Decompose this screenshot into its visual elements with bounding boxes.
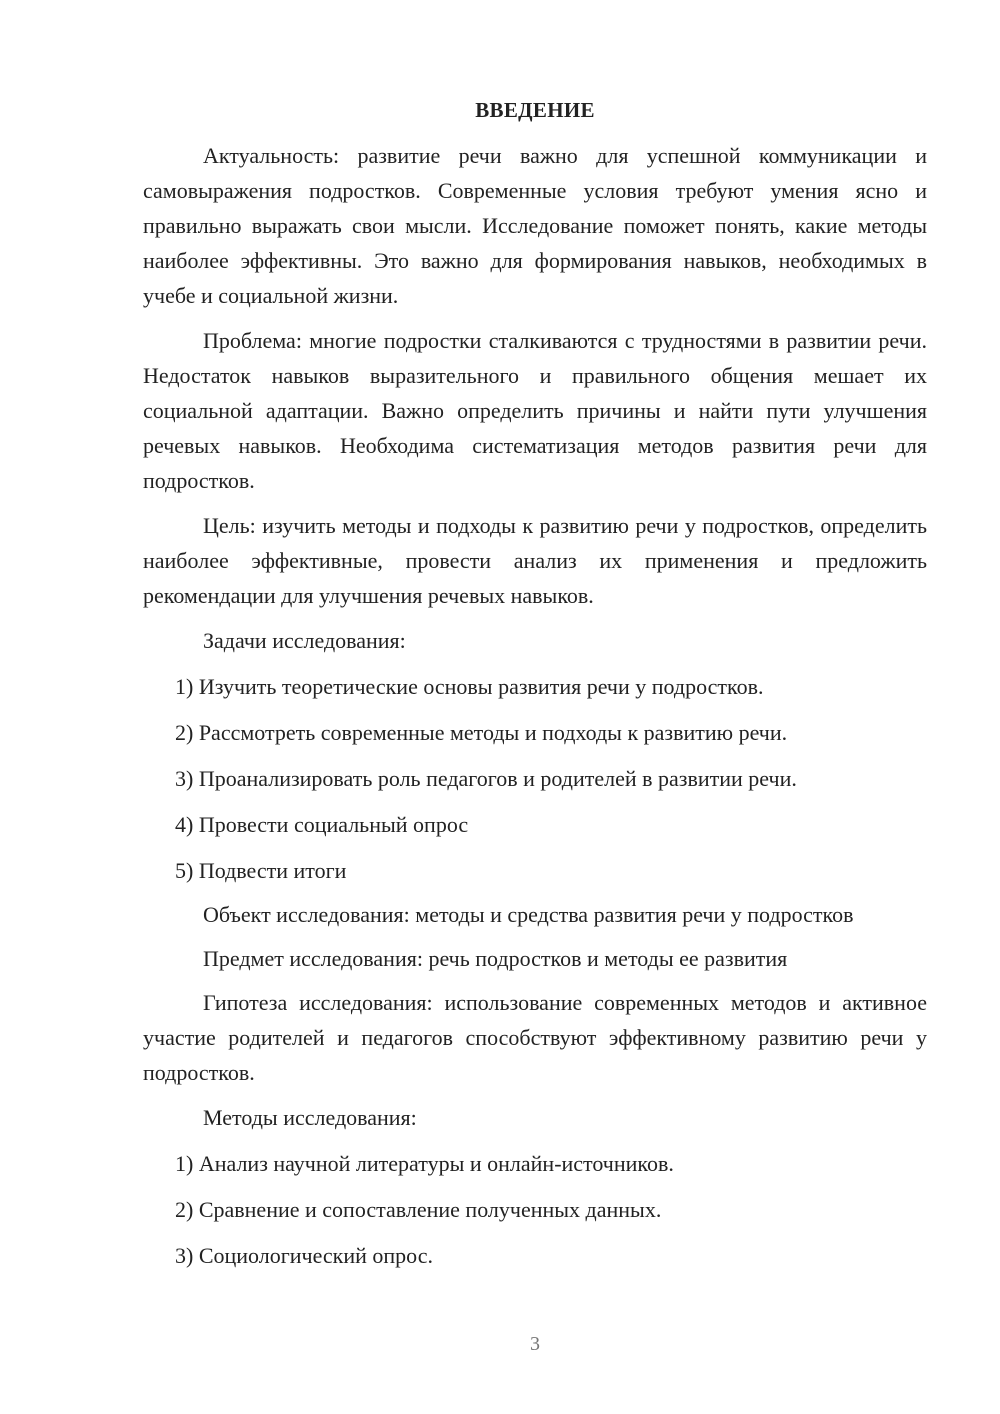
methods-heading: Методы исследования: bbox=[203, 1105, 417, 1130]
method-item-2: 2) Сравнение и сопоставление полученных данных. bbox=[175, 1197, 662, 1222]
paragraph-relevance: Актуальность: развитие речи важно для успешной коммуникации и самовыражения подростков. Современные условия требуют умения ясно и правильно выражать свои мысли. Исследование поможет понять, какие методы наиболее эффективны. Это важно для формирования навыков, необходимых в учебе и социальной жизни. bbox=[143, 143, 927, 308]
paragraph-hypothesis: Гипотеза исследования: использование современных методов и активное участие родителей и педагогов способствуют эффективному развитию речи у подростков. bbox=[143, 990, 927, 1085]
task-item-1: 1) Изучить теоретические основы развития речи у подростков. bbox=[175, 674, 764, 699]
task-item-3: 3) Проанализировать роль педагогов и родителей в развитии речи. bbox=[175, 766, 797, 791]
paragraph-subject: Предмет исследования: речь подростков и методы ее развития bbox=[203, 946, 788, 971]
tasks-heading: Задачи исследования: bbox=[203, 628, 406, 653]
paragraph-problem: Проблема: многие подростки сталкиваются с трудностями в развитии речи. Недостаток навыков выразительного и правильного общения мешает их социальной адаптации. Важно определить причины и найти пути улучшения речевых навыков. Необходима систематизация методов развития речи для подростков. bbox=[143, 328, 927, 493]
page-title: ВВЕДЕНИЕ bbox=[475, 98, 595, 122]
page-number: 3 bbox=[530, 1333, 540, 1355]
document-page bbox=[143, 96, 927, 1284]
method-item-3: 3) Социологический опрос. bbox=[175, 1243, 433, 1268]
task-item-5: 5) Подвести итоги bbox=[175, 858, 347, 883]
paragraph-goal: Цель: изучить методы и подходы к развитию речи у подростков, определить наиболее эффективные, провести анализ их применения и предложить рекомендации для улучшения речевых навыков. bbox=[143, 513, 927, 608]
paragraph-object: Объект исследования: методы и средства развития речи у подростков bbox=[203, 902, 854, 927]
method-item-1: 1) Анализ научной литературы и онлайн-источников. bbox=[175, 1151, 674, 1176]
task-item-4: 4) Провести социальный опрос bbox=[175, 812, 469, 837]
task-item-2: 2) Рассмотреть современные методы и подходы к развитию речи. bbox=[175, 720, 788, 745]
